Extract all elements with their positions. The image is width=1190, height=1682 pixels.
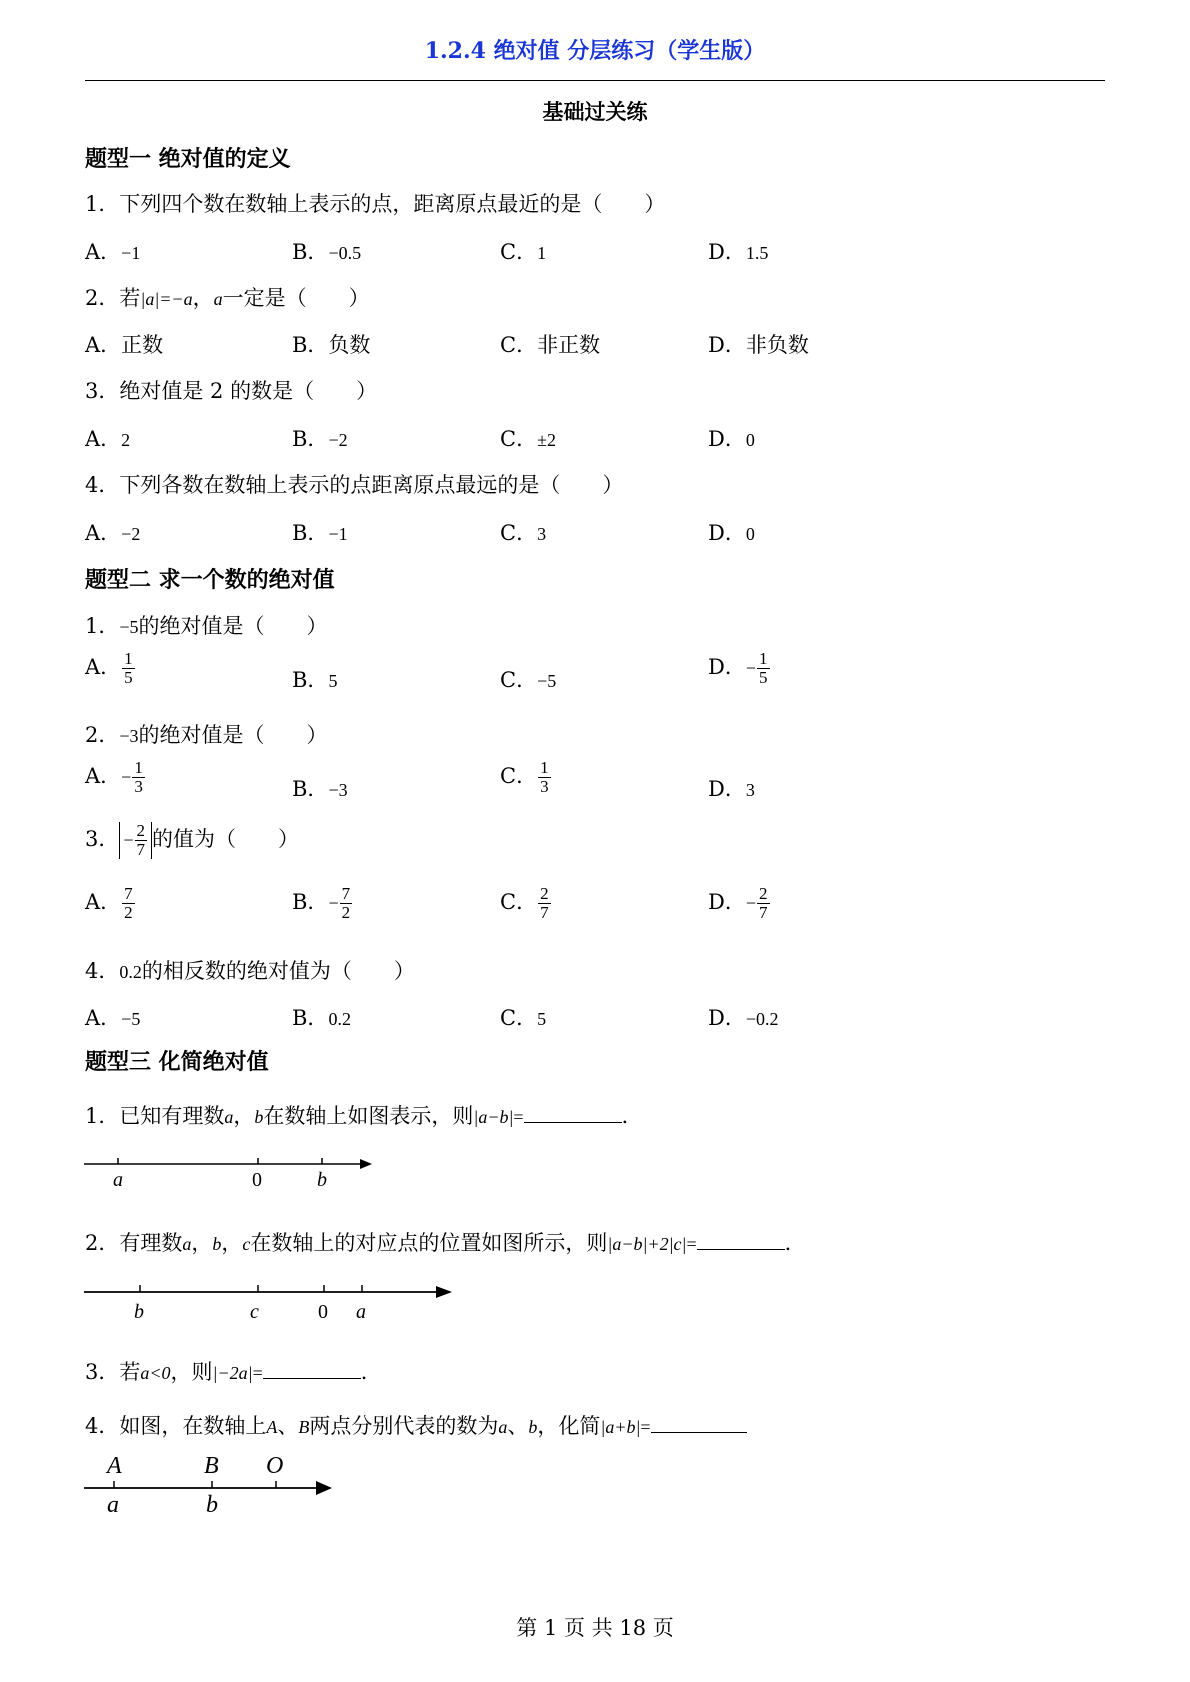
s2-q3-option-a: A． $\frac{7}{2}$ <box>85 884 133 922</box>
s2-q1-option-b: B．5 <box>292 668 338 692</box>
s2-q2-option-d: D．3 <box>708 777 755 801</box>
s1-q4-option-a: A．−2 <box>85 521 141 545</box>
s3-q4-label-A: A <box>107 1453 122 1479</box>
s3-q4-label-b: b <box>206 1492 218 1518</box>
s2-q4-option-b: B．0.2 <box>292 1006 351 1030</box>
s1-q3-option-a: A．2 <box>85 427 131 451</box>
section-title-2: 题型二 求一个数的绝对值 <box>85 567 335 593</box>
s2-q1-text: 1．−5的绝对值是（ ） <box>85 614 328 638</box>
s3-q4-text: 4．如图，在数轴上A、B两点分别代表的数为a、b，化简|a+b|= <box>85 1410 747 1440</box>
s2-q4-option-d: D．−0.2 <box>708 1006 779 1030</box>
section-title-1: 题型一 绝对值的定义 <box>85 146 291 172</box>
s3-q4-label-B: B <box>204 1453 219 1479</box>
answer-blank[interactable] <box>697 1231 785 1250</box>
s3-q2-text: 2．有理数a，b，c在数轴上的对应点的位置如图所示，则|a−b|+2|c|= ． <box>85 1231 806 1255</box>
s2-q3-option-c: C． $\frac{2}{7}$ <box>500 884 549 922</box>
s1-q4-option-b: B．−1 <box>292 521 348 545</box>
s2-q1-option-a: A． $\frac{1}{5}$ <box>85 649 133 687</box>
s1-q4-text: 4．下列各数在数轴上表示的点距离原点最远的是（ ） <box>85 473 624 497</box>
s2-q3-text: 3． − $\frac{2}{7}$ 的值为（ ） <box>85 821 300 859</box>
s3-q3-text: 3．若a<0，则|−2a|= ． <box>85 1360 382 1384</box>
page-subtitle: 基础过关练 <box>542 99 648 124</box>
s3-q4-number-line <box>80 1448 340 1528</box>
s1-q2-option-b: B．负数 <box>292 333 371 357</box>
s3-q4-label-O: O <box>266 1453 284 1479</box>
s1-q2-text: 2．若|a|=−a，a一定是（ ） <box>85 286 370 310</box>
s1-q2-option-a: A．正数 <box>85 333 164 357</box>
s2-q2-text: 2．−3的绝对值是（ ） <box>85 723 328 747</box>
page-title: 1.2.4 绝对值 分层练习（学生版） <box>424 38 766 64</box>
s2-q2-option-b: B．−3 <box>292 777 348 801</box>
s3-q1-text: 1．已知有理数a，b在数轴上如图表示，则|a−b|= ． <box>85 1104 643 1128</box>
s2-q3-option-d: D．− $\frac{2}{7}$ <box>708 884 768 922</box>
answer-blank[interactable] <box>524 1104 622 1123</box>
s1-q1-option-c: C．1 <box>500 240 547 264</box>
s3-q2-label-zero: 0 <box>318 1301 328 1323</box>
s1-q3-option-c: C．±2 <box>500 427 556 451</box>
s1-q2-option-d: D．非负数 <box>708 333 809 357</box>
s3-q4-label-a: a <box>107 1492 119 1518</box>
section-title-3: 题型三 化简绝对值 <box>85 1049 269 1075</box>
s2-q1-option-d: D．− $\frac{1}{5}$ <box>708 649 768 687</box>
s1-q1-option-a: A．−1 <box>85 240 141 264</box>
s3-q1-number-line <box>80 1152 380 1192</box>
s2-q2-option-a: A．− $\frac{1}{3}$ <box>85 758 143 796</box>
s1-q2-option-c: C．非正数 <box>500 333 601 357</box>
s3-q2-number-line <box>80 1278 460 1328</box>
s3-q2-label-a: a <box>356 1301 366 1323</box>
s1-q1-text: 1．下列四个数在数轴上表示的点，距离原点最近的是（ ） <box>85 192 666 216</box>
s1-q1-option-d: D．1.5 <box>708 240 769 264</box>
s1-q4-option-c: C．3 <box>500 521 547 545</box>
s2-q3-option-b: B．− $\frac{7}{2}$ <box>292 884 351 922</box>
s1-q3-option-d: D．0 <box>708 427 755 451</box>
s2-q4-text: 4．0.2的相反数的绝对值为（ ） <box>85 959 415 983</box>
s3-q2-label-b: b <box>134 1301 144 1323</box>
s3-q2-label-c: c <box>250 1301 259 1323</box>
s3-q1-label-a: a <box>113 1169 123 1191</box>
header-rule <box>85 80 1105 81</box>
answer-blank[interactable] <box>651 1414 747 1433</box>
page-footer: 第 1 页 共 18 页 <box>516 1616 674 1640</box>
answer-blank[interactable] <box>263 1360 361 1379</box>
s1-q3-option-b: B．−2 <box>292 427 348 451</box>
s2-q4-option-c: C．5 <box>500 1006 547 1030</box>
s1-q4-option-d: D．0 <box>708 521 755 545</box>
s1-q3-text: 3．绝对值是 2 的数是（ ） <box>85 379 378 403</box>
s2-q2-option-c: C． $\frac{1}{3}$ <box>500 758 549 796</box>
s1-q1-option-b: B．−0.5 <box>292 240 362 264</box>
s3-q1-label-zero: 0 <box>252 1169 262 1191</box>
s2-q1-option-c: C．−5 <box>500 668 557 692</box>
s3-q1-label-b: b <box>317 1169 327 1191</box>
s2-q4-option-a: A．−5 <box>85 1006 141 1030</box>
